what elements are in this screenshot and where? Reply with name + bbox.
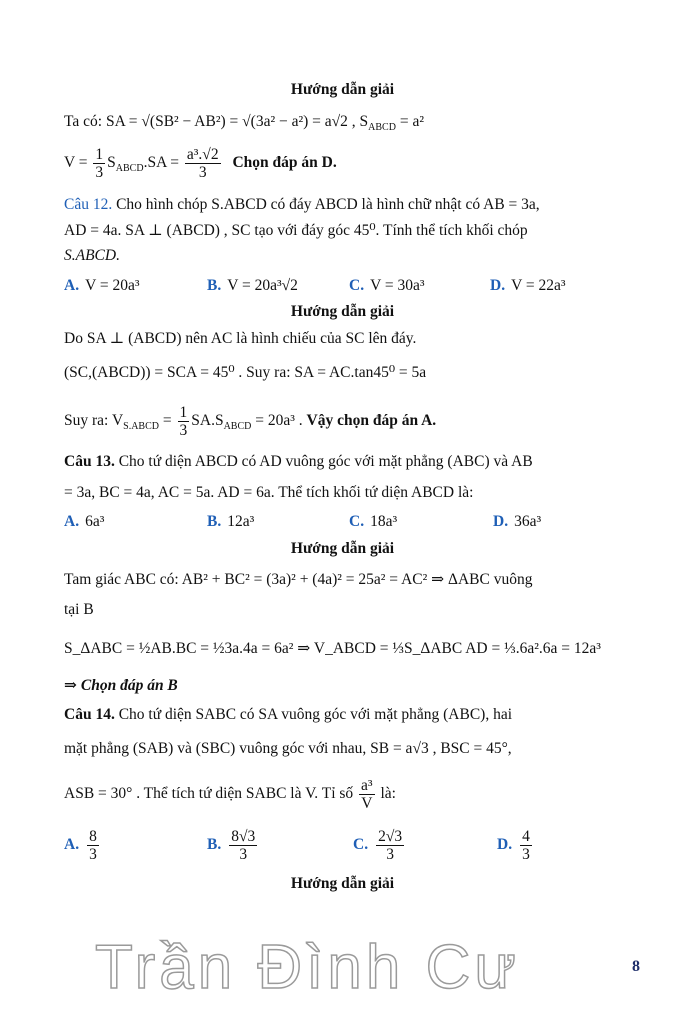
question-12: Câu 12. Cho hình chóp S.ABCD có đáy ABCD là hình chữ nhật có AB = 3a, xyxy=(64,196,540,213)
option-c: C. $\frac{2√3}{3}$ xyxy=(353,827,403,863)
solution-heading: Hướng dẫn giải xyxy=(290,540,395,557)
option-d: D. 36a³ xyxy=(493,513,542,530)
answer-choice-text: Vậy chọn đáp án A. xyxy=(306,412,437,429)
question-14: Câu 14. Cho tứ diện SABC có SA vuông góc với mặt phẳng (ABC), hai xyxy=(64,706,513,723)
option-b: B. 12a³ xyxy=(207,513,255,530)
solution-line: Suy ra: $V_{S.ABCD}$ = $\frac{1}{3}$ $SA.S_{ABCD} = 20a^3$ . Vậy chọn đáp án A. xyxy=(64,403,437,439)
answer-choice-text: ⇒ Chọn đáp án B xyxy=(64,677,178,694)
solution-line: Do SA ⊥ (ABCD) nên AC là hình chiếu của SC lên đáy. xyxy=(64,330,417,347)
solution-line: (SC,(ABCD)) = SCA = 45⁰ . Suy ra: SA = AC.tan45⁰ = 5a xyxy=(64,364,427,381)
solution-heading: Hướng dẫn giải xyxy=(290,81,395,98)
fraction: $\frac{\text{a³}}{V}$ xyxy=(361,776,373,812)
option-a: A. V = 20a³ xyxy=(64,277,140,294)
question-13: Câu 13. Cho tứ diện ABCD có AD vuông góc với mặt phẳng (ABC) và AB xyxy=(64,453,533,470)
question-14-line: ASB = 30° . Thể tích tứ diện SABC là V. Tỉ số $\frac{\text{a³}}{V}$ là: xyxy=(64,776,396,812)
question-label: Câu 12. xyxy=(64,196,113,213)
solution-line: S_ΔABC = ½AB.BC = ½3a.4a = 6a² ⇒ V_ABCD = ⅓S_ΔABC AD = ⅓.6a².6a = 12a³ xyxy=(64,640,601,657)
option-b: B. V = 20a³√2 xyxy=(207,277,298,294)
option-d: D. V = 22a³ xyxy=(490,277,566,294)
question-label: Câu 13. xyxy=(64,453,115,470)
option-a: A. $\frac{8}{3}$ xyxy=(64,827,97,863)
page-number: 8 xyxy=(632,958,640,975)
solution-line: Tam giác ABC có: AB² + BC² = (3a)² + (4a)² = 25a² = AC² ⇒ ΔABC vuông xyxy=(64,571,533,588)
solution-line: Ta có: SA = √(SB² − AB²) = √(3a² − a²) = a√2 , $S_{ABCD} = a^2$ xyxy=(64,113,424,133)
question-14-line: mặt phẳng (SAB) và (SBC) vuông góc với nhau, SB = a√3 , BSC = 45°, xyxy=(64,740,512,757)
solution-line: tại B xyxy=(64,601,94,618)
question-12-line: AD = 4a. SA ⊥ (ABCD) , SC tạo với đáy góc 45⁰. Tính thể tích khối chóp xyxy=(64,222,528,239)
option-c: C. 18a³ xyxy=(349,513,398,530)
fraction: $\frac{1}{3}$ xyxy=(95,145,104,181)
solution-line: V = $\frac{1}{3}$ $S_{ABCD}.SA$ = $\frac{\text{a³.√2}}{3}$ Chọn đáp án D. xyxy=(64,145,337,181)
fraction: $\frac{\text{a³.√2}}{3}$ xyxy=(186,145,219,181)
question-13-line: = 3a, BC = 4a, AC = 5a. AD = 6a. Thể tích khối tứ diện ABCD là: xyxy=(64,484,474,501)
fraction: $\frac{1}{3}$ xyxy=(179,403,188,439)
solution-heading: Hướng dẫn giải xyxy=(290,303,395,320)
solution-heading: Hướng dẫn giải xyxy=(290,875,395,892)
question-12-line: S.ABCD. xyxy=(64,247,120,264)
answer-choice-text: Chọn đáp án D. xyxy=(232,154,337,171)
option-c: C. V = 30a³ xyxy=(349,277,425,294)
author-watermark: Trần Đình Cư xyxy=(95,933,520,1002)
option-d: D. $\frac{4}{3}$ xyxy=(497,827,530,863)
option-a: A. 6a³ xyxy=(64,513,105,530)
question-label: Câu 14. xyxy=(64,706,115,723)
option-b: B. $\frac{8√3}{3}$ xyxy=(207,827,256,863)
